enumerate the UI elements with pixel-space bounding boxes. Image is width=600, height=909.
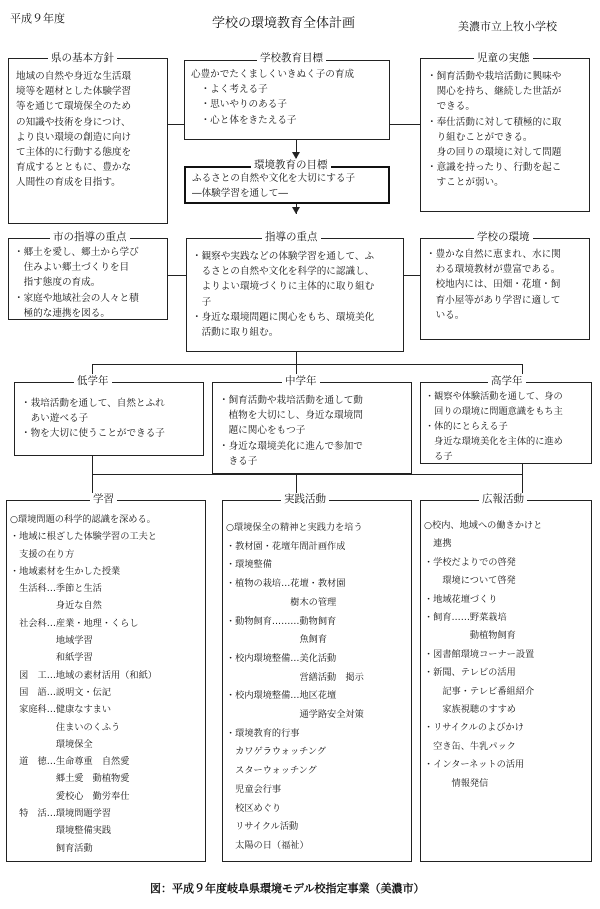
children-status-line: ・奉仕活動に対して積極的に取 xyxy=(427,116,562,128)
school-goal-line: 心豊かでたくましくいきぬく子の育成 xyxy=(191,69,355,80)
upper-grade-title: 高学年 xyxy=(488,375,526,387)
outreach-line: ・学校だよりでの啓発 xyxy=(424,556,516,568)
practice-line: 校区めぐり xyxy=(226,802,282,814)
learning-line: 支援の在り方 xyxy=(10,548,75,560)
children-status-line: すことが弱い。 xyxy=(427,177,504,189)
figure-caption: 図：平成９年度岐阜県環境モデル校指定事業（美濃市） xyxy=(150,882,425,895)
lower-grade-text xyxy=(21,396,165,442)
learning-line: 生活科…季節と生活 xyxy=(10,583,102,595)
guidance-focus-box xyxy=(186,238,404,352)
learning-line: 社会科…産業・地理・くらし xyxy=(10,617,139,629)
middle-line: ・身近な環境美化に進んで参加で xyxy=(219,440,363,452)
env-goal-title: 環境教育の目標 xyxy=(251,159,331,171)
guidance-focus-title: 指導の重点 xyxy=(262,231,321,243)
practice-line: リサイクル活動 xyxy=(226,821,299,833)
outreach-line: 環境について啓発 xyxy=(424,575,516,587)
practice-line: 児童会行事 xyxy=(226,783,282,795)
guidance-focus-line: 活動に取り組む。 xyxy=(192,327,279,339)
school-name: 美濃市立上牧小学校 xyxy=(458,20,557,33)
school-env-title: 学校の環境 xyxy=(474,231,533,243)
guidance-focus-text xyxy=(192,249,374,340)
learning-line: ○環境問題の科学的認識を深める。 xyxy=(10,514,156,525)
learning-line: 図 工…地域の素材活用（和紙） xyxy=(10,669,157,681)
outreach-text xyxy=(424,517,542,793)
guidance-focus-line: 子 xyxy=(192,296,212,308)
upper-line: ・観察や体験活動を通して、身の xyxy=(425,391,563,402)
middle-grade-box xyxy=(212,382,412,474)
learning-line: 身近な自然 xyxy=(10,600,102,612)
practice-line: 営繕活動 掲示 xyxy=(226,671,364,683)
env-goal-box xyxy=(184,166,390,204)
practice-line: ・環境整備 xyxy=(226,559,272,571)
city-focus-line: 指す態度の育成。 xyxy=(14,277,101,289)
prefecture-policy-line: の知識や技術を身につけ、 xyxy=(16,116,131,128)
learning-line: 国 語…説明文・伝記 xyxy=(10,686,112,698)
upper-line: ・体的にとらえる子 xyxy=(425,421,508,432)
outreach-line: ・地域花壇づくり xyxy=(424,593,498,605)
outreach-line: 連携 xyxy=(424,538,452,550)
school-goal-box xyxy=(184,60,390,140)
practice-line: カワゲラウォッチング xyxy=(226,746,327,758)
outreach-line: ・飼育……野菜栽培 xyxy=(424,612,507,624)
upper-grade-box xyxy=(420,382,592,464)
school-goal-line: ・思いやりのある子 xyxy=(191,99,287,111)
outreach-line: 空き缶、牛乳パック xyxy=(424,740,516,752)
outreach-line: ・リサイクルのよびかけ xyxy=(424,722,524,734)
middle-grade-text xyxy=(219,393,363,469)
school-goal-line: ・心と体をきたえる子 xyxy=(191,114,297,126)
learning-line: ・地域素材を生かした授業 xyxy=(10,565,121,577)
practice-line: ○環境保全の精神と実践力を培う xyxy=(226,522,363,533)
prefecture-policy-line: より良い環境の創造に向け xyxy=(16,131,132,143)
outreach-box xyxy=(420,500,592,862)
school-env-line: 校地内には、田畑・花壇・飼 xyxy=(426,279,561,291)
guidance-focus-line: ・身近な環境問題に関心をもち、環境美化 xyxy=(192,311,375,323)
middle-line: 題に関心をもつ子 xyxy=(219,425,306,437)
guidance-focus-line: よりよい環境づくりに主体的に取り組む xyxy=(192,281,375,293)
city-focus-text xyxy=(14,245,139,321)
outreach-line: 動植物飼育 xyxy=(424,630,516,642)
children-status-box xyxy=(420,58,590,212)
children-status-line: ・意識を持ったり、行動を起こ xyxy=(427,162,562,174)
outreach-line: 情報発信 xyxy=(424,777,489,789)
practice-line: 樹木の管理 xyxy=(226,596,337,608)
learning-line: 飼育活動 xyxy=(10,842,93,854)
year-label: 平成９年度 xyxy=(10,12,65,25)
prefecture-policy-line: 人間性の育成を目指す。 xyxy=(16,177,121,189)
practice-title: 実践活動 xyxy=(281,493,329,505)
outreach-line: 家族視聴のすすめ xyxy=(424,704,516,716)
outreach-title: 広報活動 xyxy=(479,493,527,505)
learning-line: 地域学習 xyxy=(10,635,93,647)
city-focus-box xyxy=(8,238,168,320)
upper-grade-text xyxy=(425,389,563,464)
outreach-line: ・インターネットの活用 xyxy=(424,759,525,771)
practice-line: ・教材園・花壇年間計画作成 xyxy=(226,540,346,552)
outreach-line: 記事・テレビ番組紹介 xyxy=(424,685,535,697)
practice-line: 魚飼育 xyxy=(226,634,328,646)
city-focus-line: 極的な連携を図る。 xyxy=(14,307,110,319)
learning-line: 和紙学習 xyxy=(10,652,93,664)
upper-line: 回りの環境に問題意識をもち主 xyxy=(425,406,563,417)
env-goal-text xyxy=(192,171,355,201)
lower-grade-box xyxy=(14,382,204,456)
env-goal-line: ―体験学習を通して― xyxy=(192,188,288,200)
city-focus-line: ・郷土を愛し、郷土から学び xyxy=(14,247,139,258)
children-status-line: ・飼育活動や栽培活動に興味や xyxy=(427,71,562,82)
children-status-line: 関心を持ち、継続した世話が xyxy=(427,86,562,98)
upper-line: 身近な環境美化を主体的に進め xyxy=(425,436,563,447)
practice-line: ・植物の栽培…花壇・教材園 xyxy=(226,578,346,590)
children-status-text xyxy=(427,69,561,191)
school-env-line: いる。 xyxy=(426,309,465,321)
children-status-line: できる。 xyxy=(427,101,475,113)
practice-line: ・動物飼育………動物飼育 xyxy=(226,615,337,627)
school-env-text xyxy=(426,247,561,323)
learning-line: 道 徳…生命尊重 自然愛 xyxy=(10,756,130,768)
learning-title: 学習 xyxy=(90,493,117,505)
school-env-line: わる環境教材が豊富である。 xyxy=(426,264,561,276)
guidance-focus-line: ・観察や実践などの体験学習を通して、ふ xyxy=(192,251,375,262)
prefecture-policy-line: 等を通じて環境保全のため xyxy=(16,101,132,113)
env-goal-line: ふるさとの自然や文化を大切にする子 xyxy=(192,173,356,184)
page-title: 学校の環境教育全体計画 xyxy=(212,16,356,31)
children-status-title: 児童の実態 xyxy=(474,52,533,64)
learning-text xyxy=(10,511,157,857)
prefecture-policy-line: 育成するとともに、豊かな xyxy=(16,162,132,174)
guidance-focus-line: るさとの自然や文化を科学的に認識し、 xyxy=(192,266,375,278)
practice-box xyxy=(222,500,412,862)
middle-line: 植物を大切にし、身近な環境問 xyxy=(219,410,363,422)
learning-line: 環境保全 xyxy=(10,738,93,750)
practice-line: 通学路安全対策 xyxy=(226,709,364,721)
city-focus-line: ・家庭や地域社会の人々と積 xyxy=(14,292,139,304)
school-goal-title: 学校教育目標 xyxy=(257,52,326,64)
outreach-line: ・新聞、テレビの活用 xyxy=(424,667,516,679)
learning-line: 住まいのくふう xyxy=(10,721,121,733)
learning-line: 郷土愛 動植物愛 xyxy=(10,773,130,785)
upper-line: る子 xyxy=(425,451,453,462)
prefecture-policy-text xyxy=(16,69,131,191)
outreach-line: ○校内、地域への働きかけと xyxy=(424,520,543,531)
school-goal-line: ・よく考える子 xyxy=(191,84,268,96)
middle-line: ・飼育活動や栽培活動を通して動 xyxy=(219,395,363,406)
city-focus-title: 市の指導の重点 xyxy=(50,231,130,243)
prefecture-policy-line: て主体的に行動する態度を xyxy=(16,147,132,159)
learning-line: ・地域に根ざした体験学習の工夫と xyxy=(10,531,157,543)
prefecture-policy-box xyxy=(8,58,168,224)
lower-line: あい遊べる子 xyxy=(21,413,89,425)
outreach-line: ・図書館環境コーナー設置 xyxy=(424,648,535,660)
prefecture-policy-line: 境等を題材とした体験学習 xyxy=(16,86,132,98)
practice-text xyxy=(226,519,364,856)
city-focus-line: 住みよい郷土づくりを目 xyxy=(14,262,130,274)
learning-line: 環境整備実践 xyxy=(10,825,112,837)
children-status-line: り組むことができる。 xyxy=(427,131,533,143)
practice-line: ・校内環境整備…地区花壇 xyxy=(226,690,337,702)
children-status-line: 身の回りの環境に対して問題 xyxy=(427,147,562,159)
practice-line: ・環境教育的行事 xyxy=(226,727,300,739)
practice-line: 太陽の日（福祉） xyxy=(226,839,309,851)
lower-line: ・物を大切に使うことができる子 xyxy=(21,428,165,440)
learning-line: 愛校心 勤労奉仕 xyxy=(10,790,130,802)
practice-line: スターウォッチング xyxy=(226,765,317,777)
learning-line: 家庭科…健康なすまい xyxy=(10,704,112,716)
practice-line: ・校内環境整備…美化活動 xyxy=(226,652,337,664)
learning-line: 特 活…環境問題学習 xyxy=(10,808,112,820)
prefecture-policy-title: 県の基本方針 xyxy=(48,52,117,64)
learning-box xyxy=(6,500,206,862)
prefecture-policy-line: 地域の自然や身近な生活環 xyxy=(16,71,132,82)
school-env-line: ・豊かな自然に恵まれ、水に関 xyxy=(426,249,561,260)
lower-grade-title: 低学年 xyxy=(74,375,112,387)
lower-line: ・栽培活動を通して、自然とふれ xyxy=(21,398,165,409)
school-env-line: 育小屋等があり学習に適して xyxy=(426,294,561,306)
middle-grade-title: 中学年 xyxy=(282,375,320,387)
middle-line: きる子 xyxy=(219,455,258,467)
school-goal-text xyxy=(191,67,354,128)
school-env-box xyxy=(420,238,590,340)
